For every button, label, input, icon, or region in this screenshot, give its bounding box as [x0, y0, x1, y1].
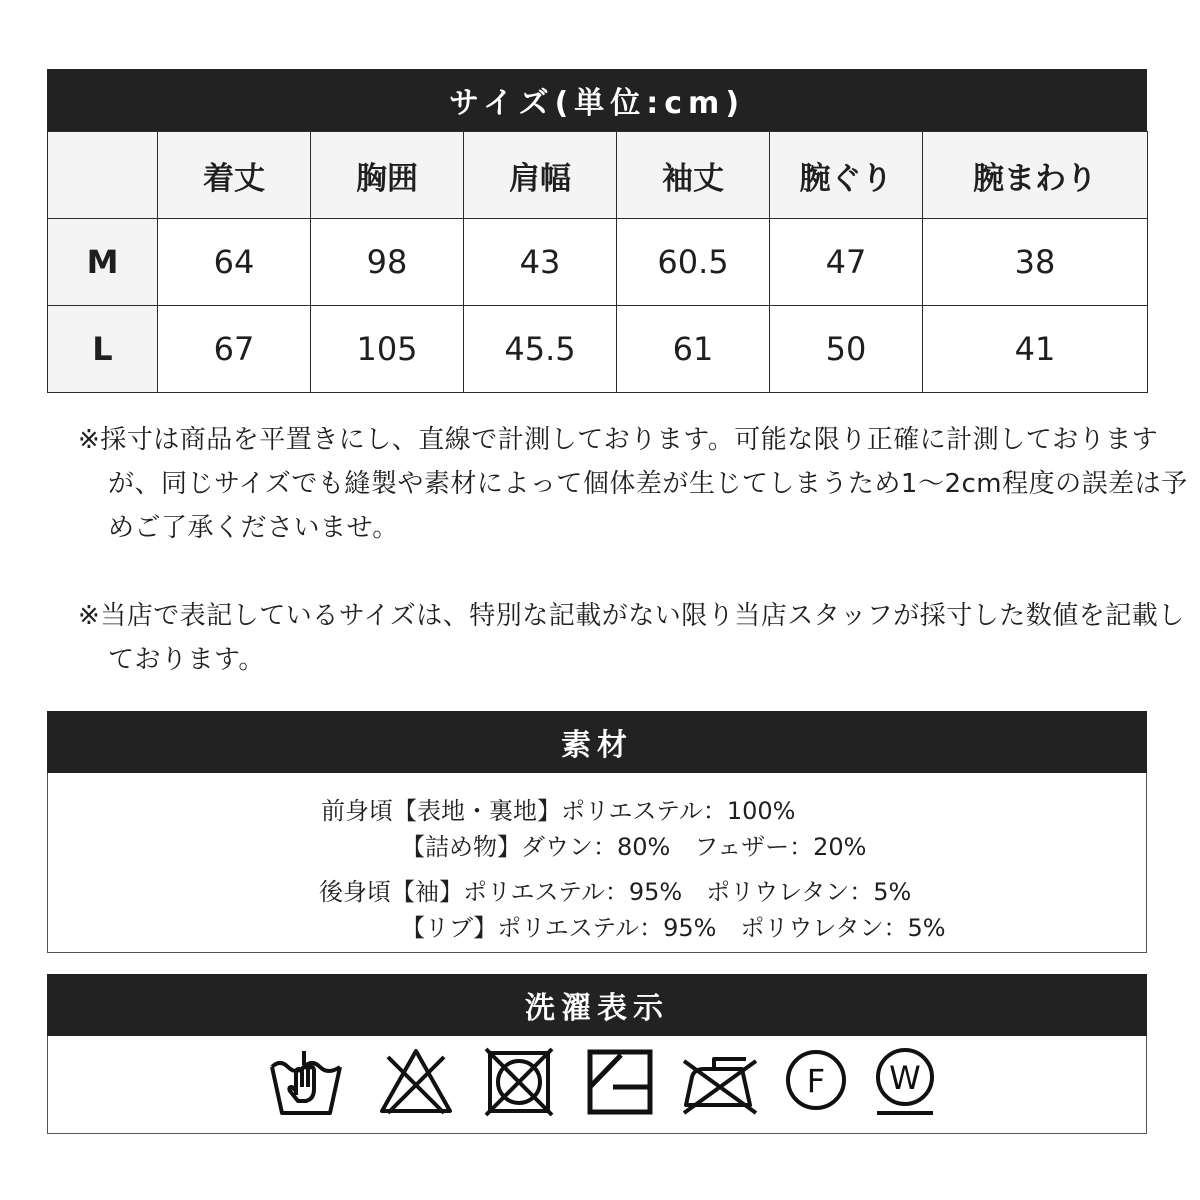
table-cell: 38 [923, 219, 1148, 306]
table-cell: 50 [770, 306, 923, 393]
corner-cell [48, 132, 158, 219]
wet-clean-label: W [889, 1059, 921, 1097]
table-cell: 64 [158, 219, 311, 306]
table-cell: 41 [923, 306, 1148, 393]
no-bleach-icon [378, 1047, 454, 1117]
table-cell: 60.5 [617, 219, 770, 306]
hand-wash-icon [268, 1047, 344, 1117]
material-line: 後身頃【袖】ポリエステル：95% ポリウレタン：5% [319, 878, 912, 906]
table-cell: 47 [770, 219, 923, 306]
no-tumble-dry-icon [484, 1047, 554, 1117]
line-dry-shade-icon [585, 1047, 655, 1117]
table-cell: 105 [311, 306, 464, 393]
table-cell: 43 [464, 219, 617, 306]
table-header-row [48, 132, 1148, 219]
material-line: 【リブ】ポリエステル：95% ポリウレタン：5% [401, 914, 946, 942]
material-line: 前身頃【表地・裏地】ポリエステル：100% [321, 797, 796, 825]
column-header: 腕まわり [923, 132, 1148, 219]
material-line: 【詰め物】ダウン：80% フェザー：20% [401, 833, 867, 861]
table-cell: 61 [617, 306, 770, 393]
column-header: 袖丈 [617, 132, 770, 219]
table-row [48, 219, 1148, 306]
column-header: 胸囲 [311, 132, 464, 219]
column-header: 腕ぐり [770, 132, 923, 219]
size-title: サイズ(単位:cm) [448, 86, 746, 121]
row-label: L [48, 306, 158, 393]
care-header [47, 974, 1147, 1036]
size-header [47, 69, 1147, 131]
care-title: 洗濯表示 [525, 991, 669, 1026]
material-box [47, 773, 1147, 953]
size-table [47, 131, 1148, 393]
dry-clean-label: F [806, 1062, 826, 1100]
material-header [47, 711, 1147, 773]
table-cell: 98 [311, 219, 464, 306]
column-header: 肩幅 [464, 132, 617, 219]
dry-clean-f-icon [785, 1047, 847, 1117]
table-cell: 45.5 [464, 306, 617, 393]
table-cell: 67 [158, 306, 311, 393]
table-row [48, 306, 1148, 393]
row-label: M [48, 219, 158, 306]
wet-clean-w-icon [873, 1047, 937, 1119]
measurement-note: ※採寸は商品を平置きにし、直線で計測しております。可能な限り正確に計測しておりますが、同じサイズでも縫製や素材によって個体差が生じてしまうため1〜2cm程度の誤差は予めご了承くださいませ。 [78, 425, 1188, 543]
column-header: 着丈 [158, 132, 311, 219]
staff-measurement-note: ※当店で表記しているサイズは、特別な記載がない限り当店スタッフが採寸した数値を記載しております。 [78, 601, 1185, 675]
no-iron-icon [680, 1047, 760, 1117]
material-title: 素材 [561, 728, 633, 763]
